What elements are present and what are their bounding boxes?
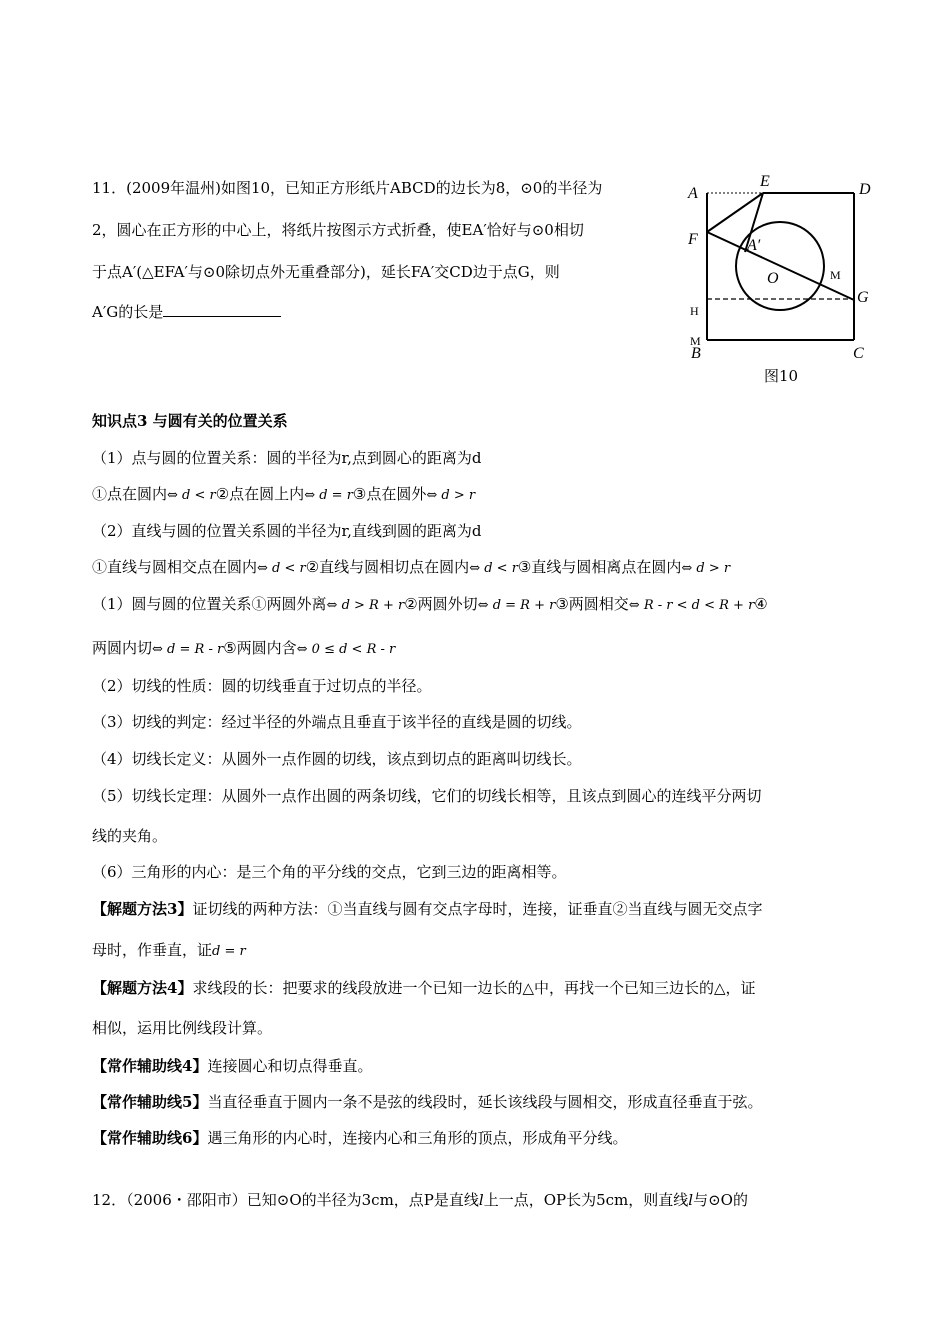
label-f: F <box>688 231 698 248</box>
s3-line11: 线的夹角。 <box>92 827 168 845</box>
s3-l5c: ②两圆外切 <box>404 595 478 613</box>
label-b: B <box>691 345 701 362</box>
aux6-text: 遇三角形的内心时，连接内心和三角形的顶点，形成角平分线。 <box>207 1129 628 1147</box>
s3-l2b: ⇔ d < r <box>167 488 216 503</box>
s3-line8: （3）切线的判定：经过半径的外端点且垂直于该半径的直线是圆的切线。 <box>92 713 582 731</box>
label-a-prime: A′ <box>747 237 761 254</box>
q12-b: 上一点，OP长为5cm，则直线 <box>483 1191 689 1209</box>
label-m2: M <box>690 334 701 348</box>
label-o: O <box>767 270 779 287</box>
s3-l5f: ⇔ R - r < d < R + r <box>628 598 755 613</box>
q11-line1: 11．(2009年温州)如图10，已知正方形纸片ABCD的边长为8，⊙0的半径为 <box>92 179 603 197</box>
s3-line12: （6）三角形的内心：是三个角的平分线的交点，它到三边的距离相等。 <box>92 863 567 881</box>
label-m: M <box>830 268 841 282</box>
method3-line1 <box>92 899 762 919</box>
s3-line5 <box>92 594 768 616</box>
q12-c: 与⊙O的 <box>693 1191 748 1209</box>
aux4-line <box>92 1056 372 1076</box>
q11-line4 <box>92 302 662 322</box>
label-h: H <box>690 304 699 318</box>
q12-l2: l <box>688 1191 694 1209</box>
s3-l4b: ⇔ d < r <box>257 561 306 576</box>
label-d: D <box>859 181 871 198</box>
s3-l5b: ⇔ d > R + r <box>326 598 405 613</box>
aux6-line <box>92 1128 627 1148</box>
s3-l6a: 两圆内切 <box>92 639 153 657</box>
figure-10 <box>683 168 883 368</box>
s3-line4 <box>92 557 730 579</box>
s3-l2f: ⇔ d > r <box>426 488 476 503</box>
figure-caption: 图10 <box>764 367 799 385</box>
method3-label: 【解题方法3】 <box>92 900 193 918</box>
method4-text: 求线段的长：把要求的线段放进一个已知一边长的△中，再找一个已知三边长的△，证 <box>192 979 756 997</box>
label-c: C <box>853 345 864 362</box>
q12-l: l <box>478 1191 484 1209</box>
q12-line1 <box>92 1190 748 1210</box>
s3-l5e: ③两圆相交 <box>555 595 629 613</box>
s3-line1: （1）点与圆的位置关系：圆的半径为r,点到圆心的距离为d <box>92 449 482 467</box>
q11-line3: 于点A′(△EFA′与⊙0除切点外无重叠部分)，延长FA′交CD边于点G，则 <box>92 263 560 281</box>
aux5-label: 【常作辅助线5】 <box>92 1093 208 1111</box>
s3-l4d: ⇔ d < r <box>469 561 518 576</box>
q11-line2: 2，圆心在正方形的中心上，将纸片按图示方式折叠，使EA′恰好与⊙0相切 <box>92 221 584 239</box>
s3-l4c: ②直线与圆相切点在圆内 <box>305 558 470 576</box>
method3-text: 证切线的两种方法：①当直线与圆有交点字母时，连接，证垂直②当直线与圆无交点字 <box>192 900 763 918</box>
s3-l6c: ⑤两圆内含 <box>223 639 297 657</box>
aux5-text: 当直径垂直于圆内一条不是弦的线段时，延长该线段与圆相交，形成直径垂直于弦。 <box>207 1093 763 1111</box>
aux4-label: 【常作辅助线4】 <box>92 1057 208 1075</box>
aux4-text: 连接圆心和切点得垂直。 <box>207 1057 373 1075</box>
s3-l4e: ③直线与圆相离点在圆内 <box>517 558 682 576</box>
s3-line2 <box>92 484 475 506</box>
label-a: A <box>688 185 698 202</box>
aux5-line <box>92 1092 762 1112</box>
s3-l2a: ①点在圆内 <box>92 485 168 503</box>
s3-line3: （2）直线与圆的位置关系圆的半径为r,直线到圆的距离为d <box>92 522 482 540</box>
q12-a: 12．（2006・邵阳市）已知⊙O的半径为3cm，点P是直线 <box>92 1191 479 1209</box>
answer-blank <box>163 302 281 317</box>
s3-l5a: （1）圆与圆的位置关系①两圆外离 <box>92 595 327 613</box>
method4-label: 【解题方法4】 <box>92 979 193 997</box>
s3-l2c: ②点在圆上内 <box>215 485 305 503</box>
s3-l2d: ⇔ d = r <box>304 488 353 503</box>
s3-l5g: ④ <box>754 595 768 613</box>
s3-l4a: ①直线与圆相交点在圆内 <box>92 558 258 576</box>
label-g: G <box>857 289 869 306</box>
s3-l6b: ⇔ d = R - r <box>152 642 224 657</box>
label-e: E <box>760 173 770 190</box>
aux6-label: 【常作辅助线6】 <box>92 1129 208 1147</box>
s3-l6d: ⇔ 0 ≤ d < R - r <box>296 642 396 657</box>
method4-line2: 相似，运用比例线段计算。 <box>92 1019 273 1037</box>
s3-line9: （4）切线长定义：从圆外一点作圆的切线，该点到切点的距离叫切线长。 <box>92 750 582 768</box>
s3-line6 <box>92 638 395 660</box>
q11-line4-text: A′G的长是 <box>92 303 164 321</box>
s3-l5d: ⇔ d = R + r <box>477 598 556 613</box>
s3-l4f: ⇔ d > r <box>681 561 731 576</box>
section-title: 知识点3 与圆有关的位置关系 <box>92 412 288 430</box>
method4-line1 <box>92 978 756 998</box>
method3-cont: 母时，作垂直，证 <box>92 941 213 959</box>
s3-line7: （2）切线的性质：圆的切线垂直于过切点的半径。 <box>92 677 432 695</box>
s3-l2e: ③点在圆外 <box>352 485 427 503</box>
s3-line10: （5）切线长定理：从圆外一点作出圆的两条切线，它们的切线长相等，且该点到圆心的连线平分两切 <box>92 787 762 805</box>
method3-formula: d = r <box>212 944 246 959</box>
method3-line2 <box>92 940 246 962</box>
